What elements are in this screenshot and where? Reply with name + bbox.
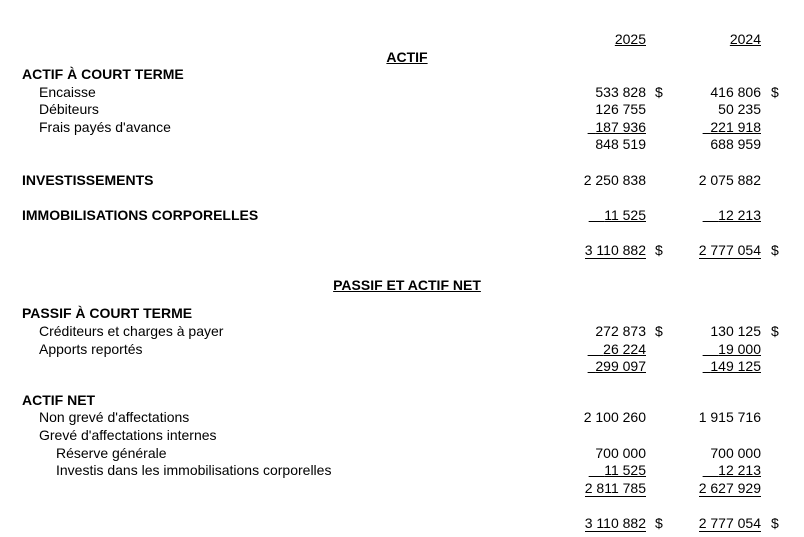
row-value-frais-2024: 221 918 bbox=[710, 119, 761, 135]
dollar-sign: $ bbox=[655, 242, 663, 258]
dollar-sign: $ bbox=[771, 515, 779, 531]
subtotal-actif-net-2024: 2 627 929 bbox=[698, 480, 761, 496]
dollar-sign: $ bbox=[655, 84, 663, 100]
year-header-2024: 2024 bbox=[729, 31, 761, 47]
row-value-debiteurs-2024: 50 235 bbox=[718, 101, 761, 117]
label-investissements: INVESTISSEMENTS bbox=[22, 172, 154, 188]
dollar-sign: $ bbox=[771, 84, 779, 100]
dollar-sign: $ bbox=[771, 242, 779, 258]
subtotal-passif-ct-2025: 299 097 bbox=[595, 358, 646, 374]
section-title-passif: PASSIF ET ACTIF NET bbox=[333, 277, 481, 293]
value-immobilisations-2024: 12 213 bbox=[718, 207, 761, 223]
row-label-investis: Investis dans les immobilisations corporelles bbox=[56, 462, 332, 478]
row-label-crediteurs: Créditeurs et charges à payer bbox=[39, 323, 224, 339]
row-value-reserve-2024: 700 000 bbox=[710, 445, 761, 461]
row-label-frais: Frais payés d'avance bbox=[39, 119, 171, 135]
heading-actif-net: ACTIF NET bbox=[22, 392, 96, 408]
row-value-crediteurs-2025: 272 873 bbox=[595, 323, 646, 339]
row-label-non-greve: Non grevé d'affectations bbox=[39, 409, 190, 425]
row-value-non-greve-2025: 2 100 260 bbox=[583, 409, 646, 425]
row-value-investis-2025: 11 525 bbox=[604, 462, 646, 478]
row-value-encaisse-2024: 416 806 bbox=[710, 84, 761, 100]
dollar-sign: $ bbox=[655, 515, 663, 531]
total-actif-2024: 2 777 054 bbox=[698, 242, 761, 258]
subtotal-actif-ct-2024: 688 959 bbox=[710, 136, 761, 152]
label-immobilisations: IMMOBILISATIONS CORPORELLES bbox=[22, 207, 259, 223]
row-label-greve: Grevé d'affectations internes bbox=[39, 427, 217, 443]
row-label-reserve: Réserve générale bbox=[56, 445, 167, 461]
row-label-encaisse: Encaisse bbox=[39, 84, 96, 100]
year-header-2025: 2025 bbox=[614, 31, 646, 47]
heading-passif-court-terme: PASSIF À COURT TERME bbox=[22, 305, 193, 321]
value-investissements-2025: 2 250 838 bbox=[583, 172, 646, 188]
value-immobilisations-2025: 11 525 bbox=[604, 207, 646, 223]
row-value-debiteurs-2025: 126 755 bbox=[595, 101, 646, 117]
heading-actif-court-terme: ACTIF À COURT TERME bbox=[22, 66, 184, 82]
row-label-debiteurs: Débiteurs bbox=[39, 101, 99, 117]
total-passif-2024: 2 777 054 bbox=[698, 515, 761, 531]
value-investissements-2024: 2 075 882 bbox=[698, 172, 761, 188]
row-label-apports: Apports reportés bbox=[39, 341, 143, 357]
row-value-investis-2024: 12 213 bbox=[718, 462, 761, 478]
subtotal-passif-ct-2024: 149 125 bbox=[710, 358, 761, 374]
row-value-frais-2025: 187 936 bbox=[595, 119, 646, 135]
total-passif-2025: 3 110 882 bbox=[584, 515, 646, 531]
subtotal-actif-ct-2025: 848 519 bbox=[595, 136, 646, 152]
row-value-apports-2024: 19 000 bbox=[718, 341, 761, 357]
row-value-non-greve-2024: 1 915 716 bbox=[698, 409, 761, 425]
section-title-actif: ACTIF bbox=[386, 49, 428, 65]
dollar-sign: $ bbox=[771, 323, 779, 339]
row-value-crediteurs-2024: 130 125 bbox=[710, 323, 761, 339]
total-actif-2025: 3 110 882 bbox=[584, 242, 646, 258]
subtotal-actif-net-2025: 2 811 785 bbox=[584, 480, 646, 496]
dollar-sign: $ bbox=[655, 323, 663, 339]
row-value-reserve-2025: 700 000 bbox=[595, 445, 646, 461]
row-value-encaisse-2025: 533 828 bbox=[595, 84, 646, 100]
row-value-apports-2025: 26 224 bbox=[603, 341, 646, 357]
